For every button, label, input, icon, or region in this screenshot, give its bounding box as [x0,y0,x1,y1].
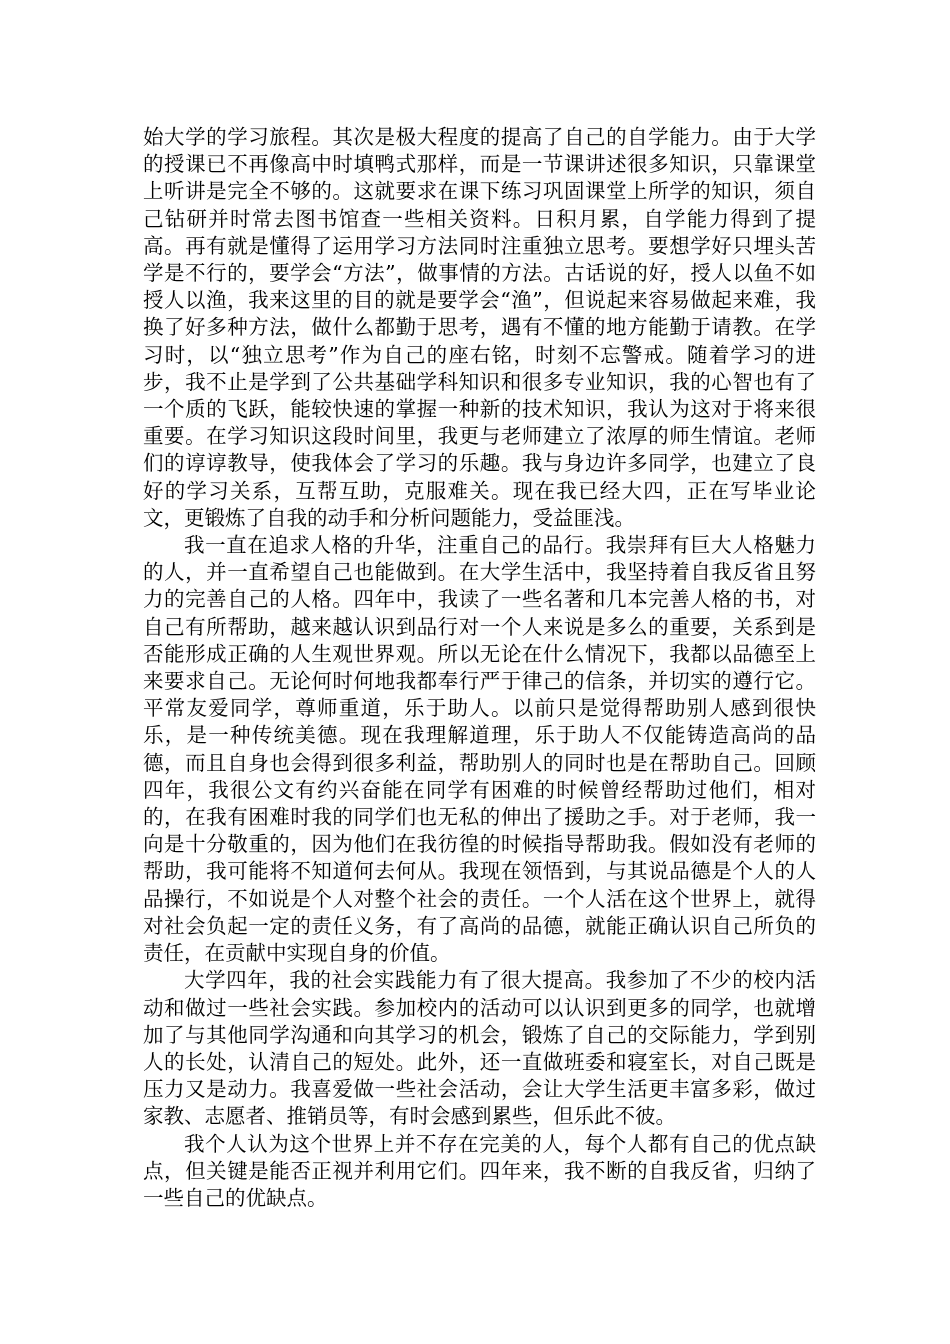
paragraph-character-growth: 我一直在追求人格的升华，注重自己的品行。我崇拜有巨大人格魅力的人，并一直希望自己也能做到。在大学生活中，我坚持着自我反省且努力的完善自己的人格。四年中，我读了一些名著和几本完善人格的书，对自己有所帮助，越来越认识到品行对一个人来说是多么的重要，关系到是否能形成正确的人生观世界观。所以无论在什么情况下，我都以品德至上来要求自己。无论何时何地我都奉行严于律己的信条，并切实的遵行它。平常友爱同学，尊师重道，乐于助人。以前只是觉得帮助别人感到很快乐，是一种传统美德。现在我理解道理，乐于助人不仅能铸造高尚的品德，而且自身也会得到很多利益，帮助别人的同时也是在帮助自己。回顾四年，我很公文有约兴奋能在同学有困难的时候曾经帮助过他们，相对的，在我有困难时我的同学们也无私的伸出了援助之手。对于老师，我一向是十分敬重的，因为他们在我彷徨的时候指导帮助我。假如没有老师的帮助，我可能将不知道何去何从。我现在领悟到，与其说品德是个人的人品操行，不如说是个人对整个社会的责任。一个人活在这个世界上，就得对社会负起一定的责任义务，有了高尚的品德，就能正确认识自己所负的责任，在贡献中实现自身的价值。 [143,533,816,966]
paragraph-self-reflection: 我个人认为这个世界上并不存在完美的人，每个人都有自己的优点缺点，但关键是能否正视并利用它们。四年来，我不断的自我反省，归纳了一些自己的优缺点。 [143,1131,816,1210]
paragraph-study-progress: 始大学的学习旅程。其次是极大程度的提高了自己的自学能力。由于大学的授课已不再像高中时填鸭式那样，而是一节课讲述很多知识，只靠课堂上听讲是完全不够的。这就要求在课下练习巩固课堂上所学的知识，须自己钻研并时常去图书馆查一些相关资料。日积月累，自学能力得到了提高。再有就是懂得了运用学习方法同时注重独立思考。要想学好只埋头苦学是不行的，要学会“方法”，做事情的方法。古话说的好，授人以鱼不如授人以渔，我来这里的目的就是要学会“渔”，但说起来容易做起来难，我换了好多种方法，做什么都勤于思考，遇有不懂的地方能勤于请教。在学习时，以“独立思考”作为自己的座右铭，时刻不忘警戒。随着学习的进步，我不止是学到了公共基础学科知识和很多专业知识，我的心智也有了一个质的飞跃，能较快速的掌握一种新的技术知识，我认为这对于将来很重要。在学习知识这段时间里，我更与老师建立了浓厚的师生情谊。老师们的谆谆教导，使我体会了学习的乐趣。我与身边许多同学，也建立了良好的学习关系，互帮互助，克服难关。现在我已经大四，正在写毕业论文，更锻炼了自我的动手和分析问题能力，受益匪浅。 [143,125,816,530]
document-body [143,124,816,1212]
paragraph-social-practice: 大学四年，我的社会实践能力有了很大提高。我参加了不少的校内活动和做过一些社会实践。参加校内的活动可以认识到更多的同学，也就增加了与其他同学沟通和向其学习的机会，锻炼了自己的交际能力，学到别人的长处，认清自己的短处。此外，还一直做班委和寝室长，对自己既是压力又是动力。我喜爱做一些社会活动，会让大学生活更丰富多彩，做过家教、志愿者、推销员等，有时会感到累些，但乐此不彼。 [143,968,816,1129]
